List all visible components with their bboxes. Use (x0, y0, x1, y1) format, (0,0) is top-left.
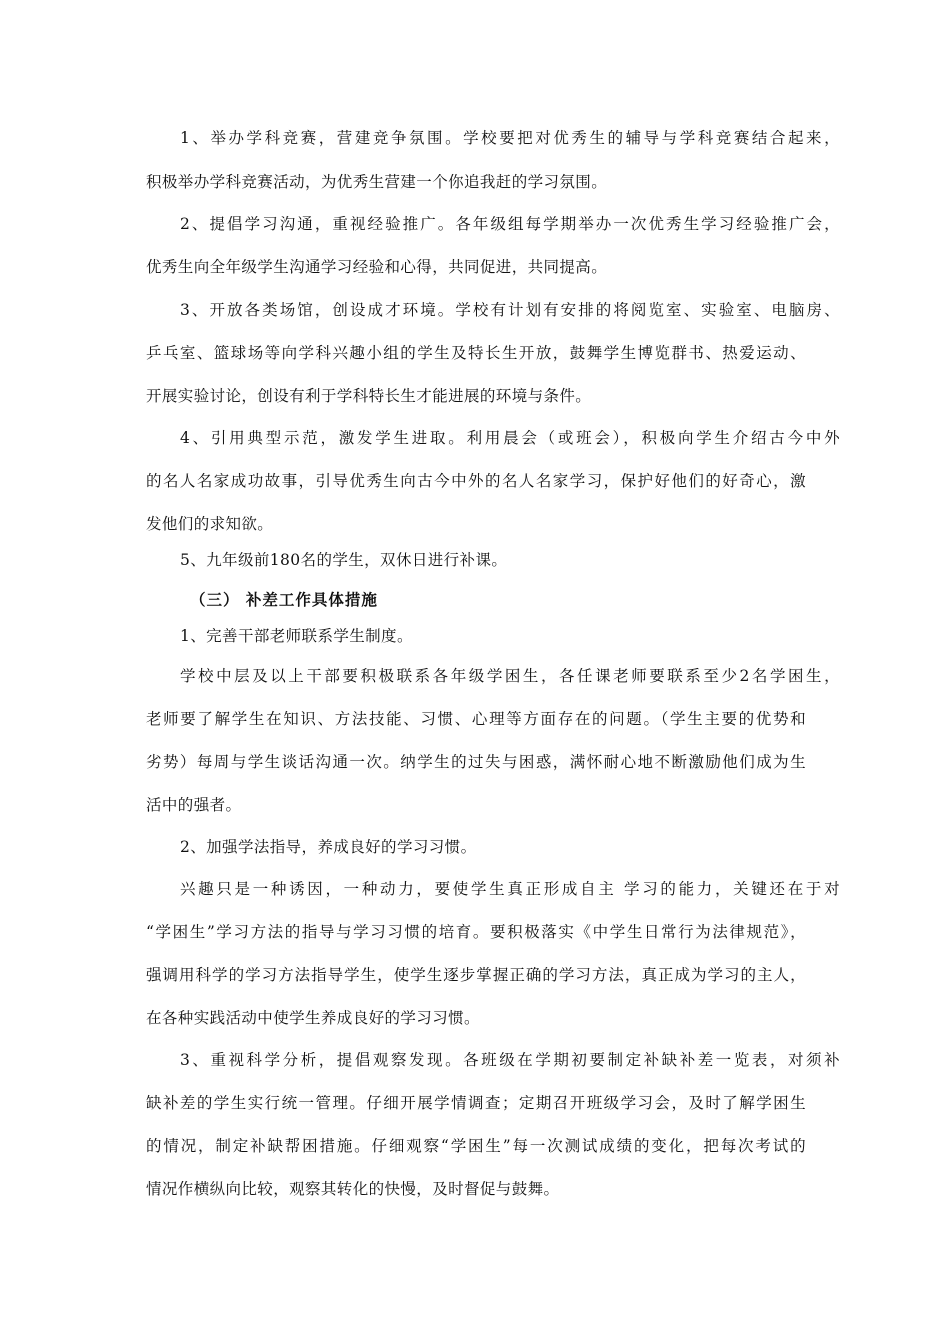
measure-1-line-4: 活中的强者。 (146, 796, 242, 814)
paragraph-4-line-1: 4、引用典型示范，激发学生进取。利用晨会（或班会），积极向学生介绍古今中外 (180, 429, 840, 447)
paragraph-2-line-1: 2、提倡学习沟通，重视经验推广。各年级组每学期举办一次优秀生学习经验推广会， (180, 215, 840, 233)
measure-2-line-3: 强调用科学的学习方法指导学生，使学生逐步掌握正确的学习方法，真正成为学习的主人， (146, 966, 806, 984)
paragraph-4-line-3: 发他们的求知欲。 (146, 515, 274, 533)
measure-3-line-3: 的情况，制定补缺帮困措施。仔细观察“学困生”每一次测试成绩的变化，把每次考试的 (146, 1137, 806, 1155)
paragraph-5: 5、九年级前180名的学生，双休日进行补课。 (180, 551, 508, 569)
paragraph-1-line-1: 1、举办学科竞赛，营建竞争氛围。学校要把对优秀生的辅导与学科竞赛结合起来， (180, 129, 840, 147)
paragraph-2-line-2: 优秀生向全年级学生沟通学习经验和心得，共同促进，共同提高。 (146, 258, 608, 276)
measure-1-title: 1、完善干部老师联系学生制度。 (180, 627, 413, 645)
paragraph-3-line-3: 开展实验讨论，创设有利于学科特长生才能进展的环境与条件。 (146, 387, 592, 405)
paragraph-1-line-2: 积极举办学科竞赛活动，为优秀生营建一个你追我赶的学习氛围。 (146, 173, 608, 191)
measure-3-line-2: 缺补差的学生实行统一管理。仔细开展学情调查；定期召开班级学习会，及时了解学困生 (146, 1094, 806, 1112)
measure-1-line-2: 老师要了解学生在知识、方法技能、习惯、心理等方面存在的问题。（学生主要的优势和 (146, 710, 806, 728)
measure-2-line-1: 兴趣只是一种诱因，一种动力，要使学生真正形成自主 学习的能力，关键还在于对 (180, 880, 840, 898)
measure-2-line-4: 在各种实践活动中使学生养成良好的学习习惯。 (146, 1009, 480, 1027)
measure-2-line-2: “学困生”学习方法的指导与学习习惯的培育。要积极落实《中学生日常行为法律规范》， (146, 923, 806, 941)
measure-3-line-4: 情况作横纵向比较，观察其转化的快慢，及时督促与鼓舞。 (146, 1180, 560, 1198)
section-heading: （三） 补差工作具体措施 (190, 590, 378, 609)
measure-1-line-1: 学校中层及以上干部要积极联系各年级学困生，各任课老师要联系至少2名学困生， (180, 667, 840, 685)
paragraph-3-line-2: 乒乓室、篮球场等向学科兴趣小组的学生及特长生开放，鼓舞学生博览群书、热爱运动、 (146, 344, 806, 362)
paragraph-4-line-2: 的名人名家成功故事，引导优秀生向古今中外的名人名家学习，保护好他们的好奇心，激 (146, 472, 806, 490)
measure-1-line-3: 劣势）每周与学生谈话沟通一次。纳学生的过失与困惑，满怀耐心地不断激励他们成为生 (146, 753, 806, 771)
paragraph-3-line-1: 3、开放各类场馆，创设成才环境。学校有计划有安排的将阅览室、实验室、电脑房、 (180, 301, 840, 319)
measure-2-title: 2、加强学法指导，养成良好的学习习惯。 (180, 838, 477, 856)
measure-3-line-1: 3、重视科学分析，提倡观察发现。各班级在学期初要制定补缺补差一览表，对须补 (180, 1051, 840, 1069)
